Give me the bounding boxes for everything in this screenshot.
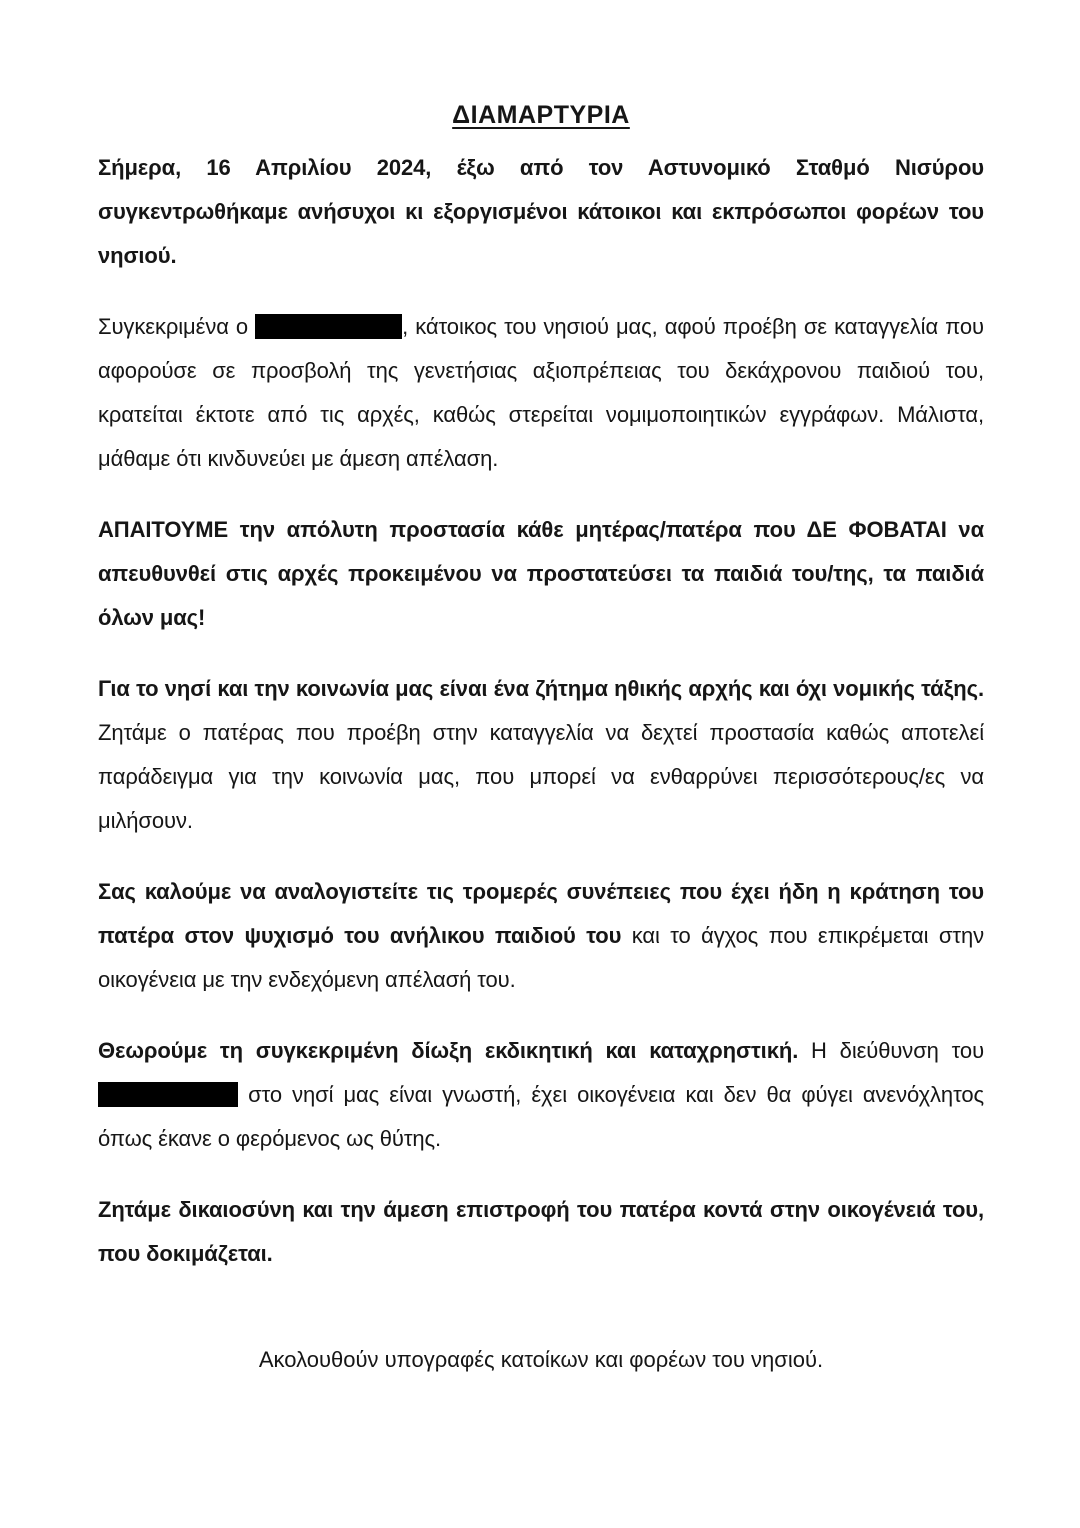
paragraph-prosecution-text-lead: Η διεύθυνση του — [798, 1038, 984, 1063]
document-title: ΔΙΑΜΑΡΤΥΡΙΑ — [452, 101, 630, 129]
paragraph-complaint — [98, 305, 984, 481]
paragraph-complaint-text-rest: , κάτοικος του νησιού μας, αφού προέβη σε καταγγελία που αφορούσε σε προσβολή της γενετήσιας αξιοπρέπειας του δεκάχρονου παιδιού του, κρατείται έκτοτε από τις αρχές, καθώς στερείται νομιμοποιητικών εγγράφων. Μάλιστα, μάθαμε ότι κινδυνεύει με άμεση απέλαση. — [98, 314, 984, 471]
redaction-box-name-1 — [255, 314, 402, 339]
paragraph-prosecution — [98, 1029, 984, 1161]
paragraph-justice — [98, 1188, 984, 1276]
paragraph-prosecution-bold: Θεωρούμε τη συγκεκριμένη δίωξη εκδικητική και καταχρηστική. — [98, 1038, 799, 1063]
paragraph-consequences-rest: και το άγχος που επικρέμεται στην οικογένεια με την ενδεχόμενη απέλασή του. — [98, 923, 984, 992]
paragraph-justice-text: Ζητάμε δικαιοσύνη και την άμεση επιστροφή του πατέρα κοντά στην οικογένειά του, που δοκιμάζεται. — [98, 1197, 984, 1266]
paragraph-demand — [98, 508, 984, 640]
closing-line: Ακολουθούν υπογραφές κατοίκων και φορέων του νησιού. — [258, 1347, 824, 1372]
paragraph-demand-text: ΑΠΑΙΤΟΥΜΕ την απόλυτη προστασία κάθε μητέρας/πατέρα που ΔΕ ΦΟΒΑΤΑΙ να απευθυνθεί στις αρχές προκειμένου να προστατεύσει τα παιδιά του/της, τα παιδιά όλων μας! — [98, 517, 984, 630]
paragraph-consequences-bold: Σας καλούμε να αναλογιστείτε τις τρομερές συνέπειες που έχει ήδη η κράτηση του πατέρα στον ψυχισμό του ανήλικου παιδιού του — [98, 879, 984, 948]
paragraph-prosecution-text-rest: στο νησί μας είναι γνωστή, έχει οικογένεια και δεν θα φύγει ανενόχλητος όπως έκανε ο φερόμενος ως θύτης. — [98, 1082, 984, 1151]
paragraph-complaint-text-lead: Συγκεκριμένα ο — [98, 314, 256, 339]
paragraph-moral-issue — [98, 667, 984, 843]
redaction-box-name-2 — [98, 1082, 238, 1107]
paragraph-moral-issue-rest: Ζητάμε ο πατέρας που προέβη στην καταγγελία να δεχτεί προστασία καθώς αποτελεί παράδειγμα για την κοινωνία μας, που μπορεί να ενθαρρύνει περισσότερους/ες να μιλήσουν. — [98, 720, 984, 833]
paragraph-intro-text: Σήμερα, 16 Απριλίου 2024, έξω από τον Αστυνομικό Σταθμό Νισύρου συγκεντρωθήκαμε ανήσυχοι κι εξοργισμένοι κάτοικοι και εκπρόσωποι φορέων του νησιού. — [98, 155, 984, 268]
paragraph-moral-issue-bold: Για το νησί και την κοινωνία μας είναι ένα ζήτημα ηθικής αρχής και όχι νομικής τάξης. — [98, 676, 984, 701]
paragraph-intro — [98, 146, 984, 278]
paragraph-consequences — [98, 870, 984, 1002]
